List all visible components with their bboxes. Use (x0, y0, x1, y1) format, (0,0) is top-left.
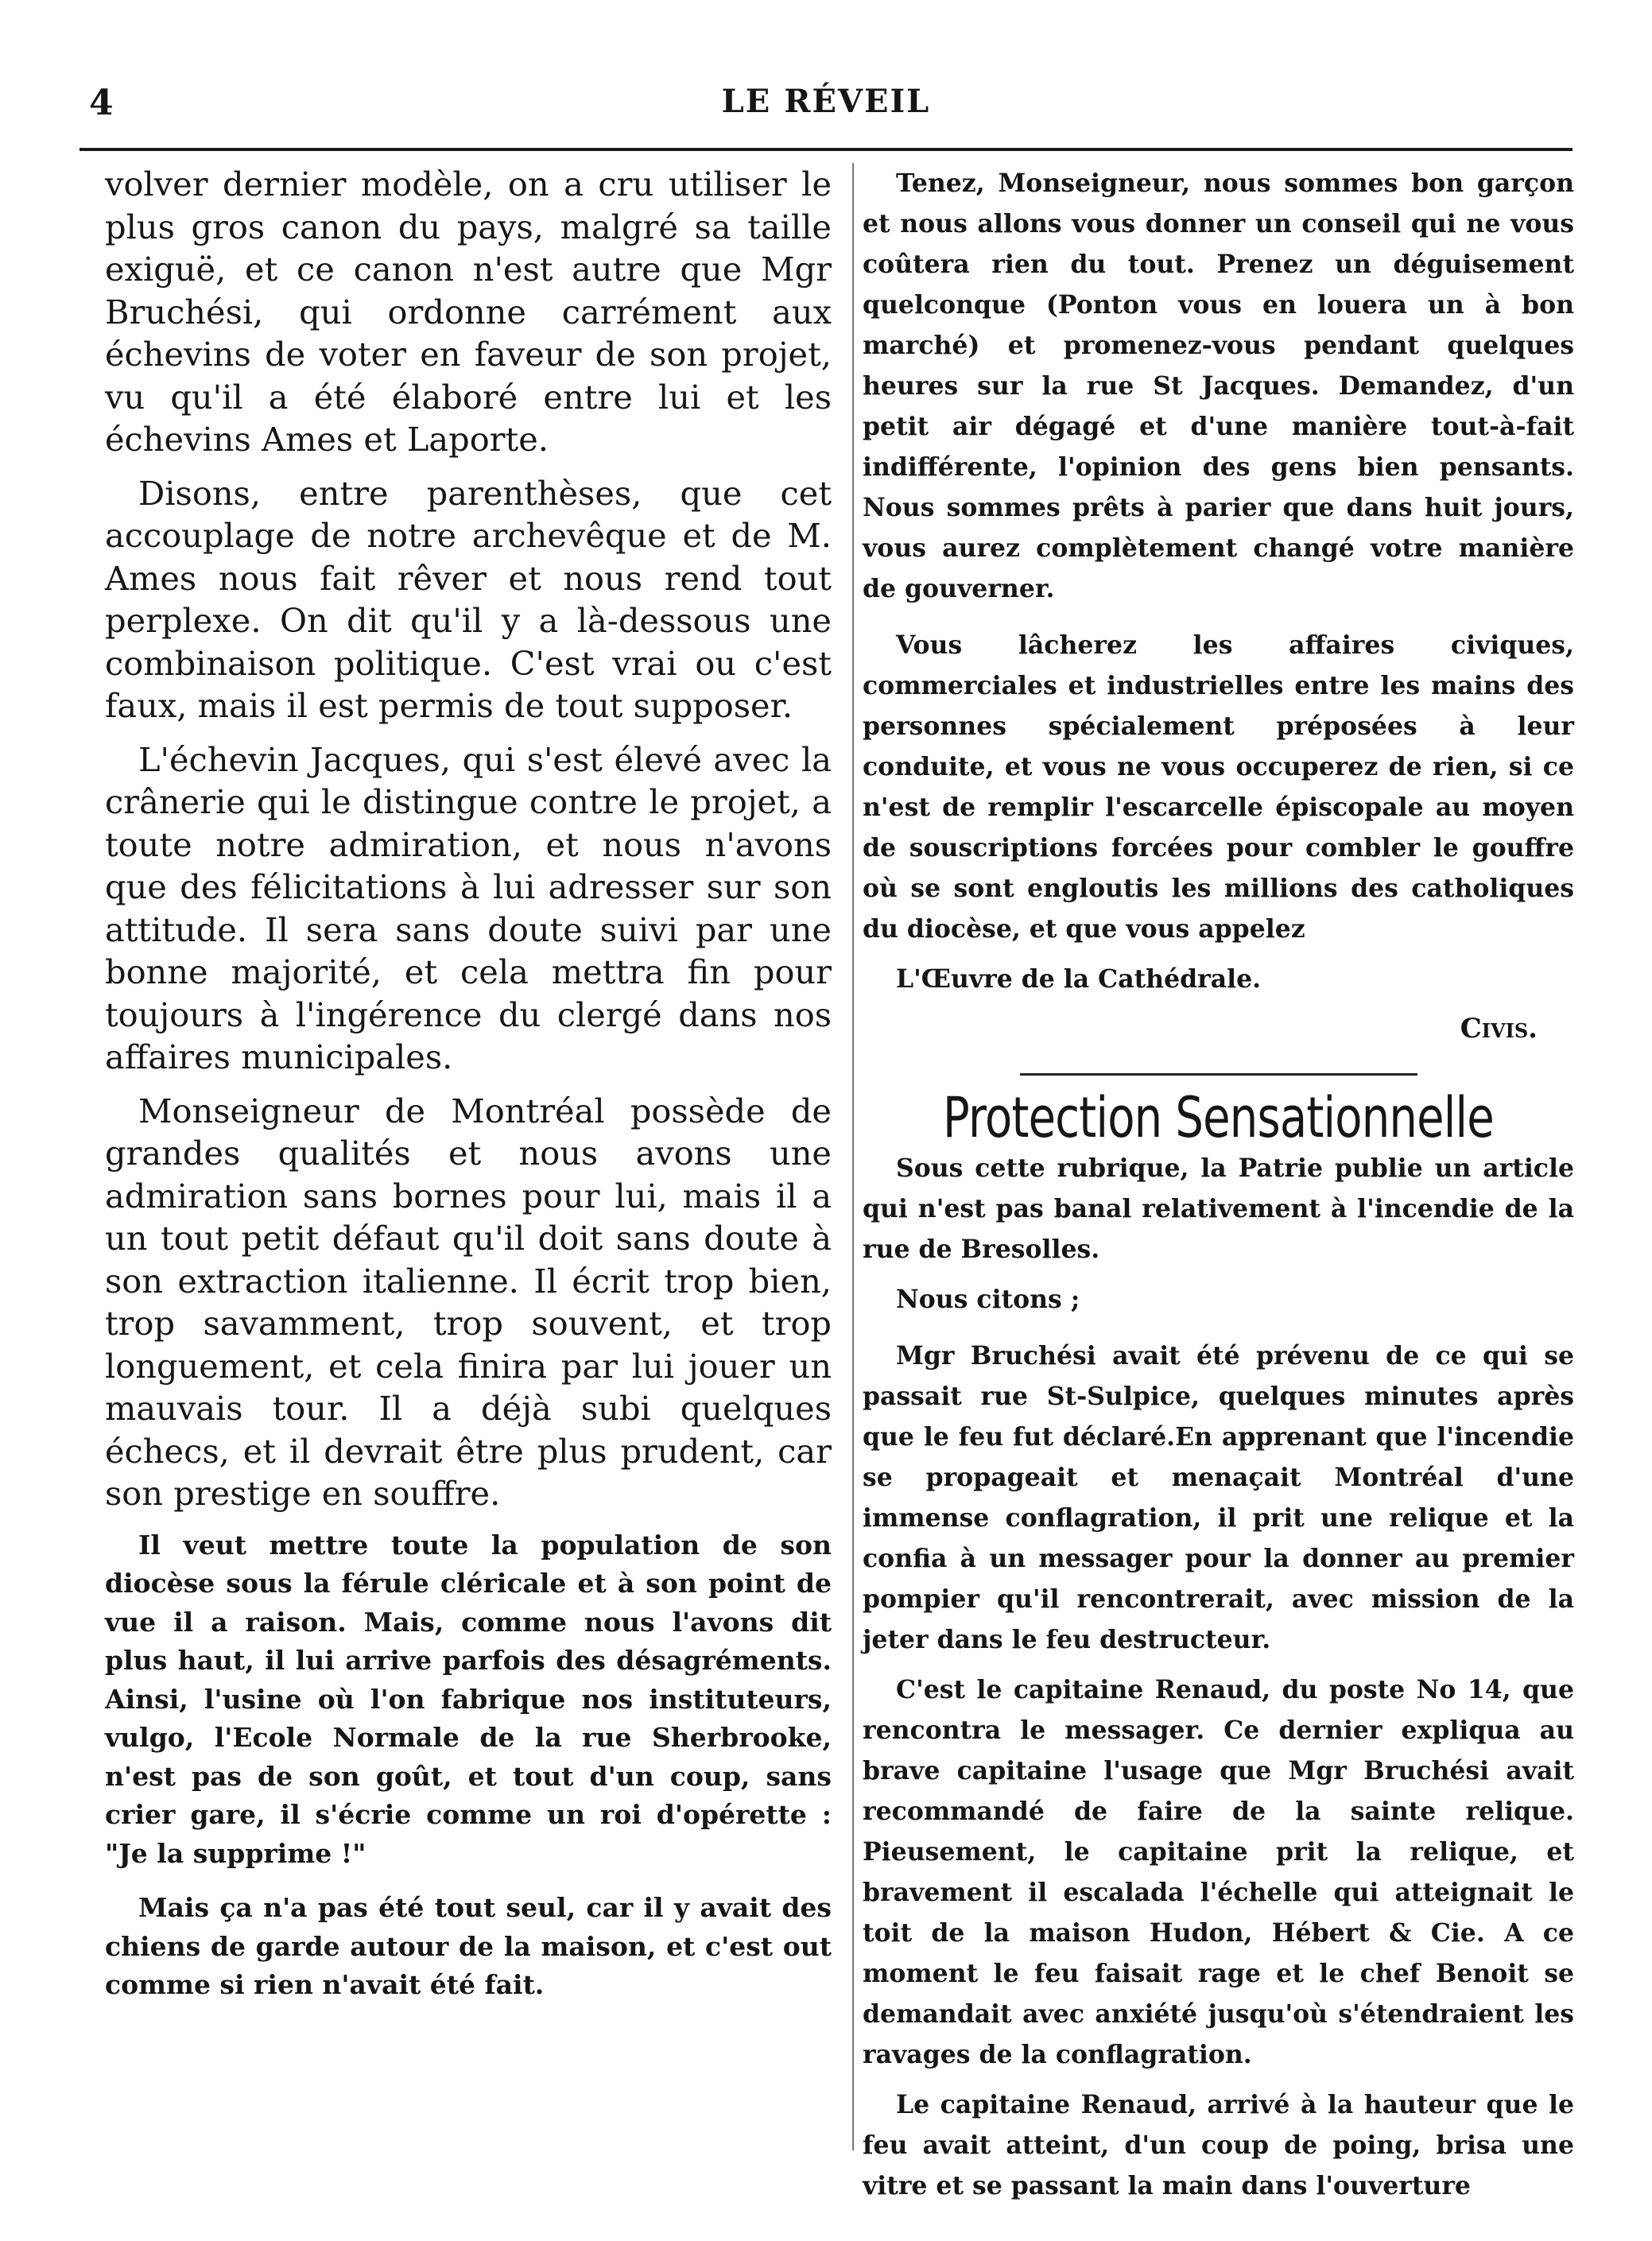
paragraph: Nous citons ; (896, 1285, 1080, 1314)
paragraph: Il veut mettre toute la population de son diocèse sous la férule cléricale et à son point de vue il a raison. Mais, comme nous l'avons dit plus haut, il lui arrive parfois des désagréments. Ainsi, l'usine où l'on fabrique nos instituteurs, vulgo, l'Ecole Normale de la rue Sherbrooke, n'est pas de son goût, et tout d'un coup, sans crier gare, il s'écrie comme un roi d'opérette : "Je la supprime !" (105, 1529, 832, 1869)
paragraph: L'Œuvre de la Cathédrale. (896, 964, 1262, 994)
journal-title: LE RÉVEIL (721, 83, 931, 120)
page-header (79, 83, 1573, 130)
paragraph: Le capitaine Renaud, arrivé à la hauteur que le feu avait atteint, d'un coup de poing, brisa une vitre et se passant la main dans l'ouverture (863, 2090, 1574, 2200)
paragraph: L'échevin Jacques, qui s'est élevé avec la crânerie qui le distingue contre le projet, a toute notre admiration, et nous n'avons que des félicitations à lui adresser sur son attitude. Il sera sans doute suivi par une bonne majorité, et cela mettra fin pour toujours à l'ingérence du clergé dans nos affaires municipales. (105, 739, 832, 1076)
signature: Civis. (1460, 1013, 1538, 1045)
paragraph: Disons, entre parenthèses, que cet accouplage de notre archevêque et de M. Ames nous fait rêver et nous rend tout perplexe. On dit qu'il y a là-dessous une combinaison politique. C'est vrai ou c'est faux, mais il est permis de tout supposer. (105, 473, 832, 725)
paragraph: Sous cette rubrique, la Patrie publie un article qui n'est pas banal relativement à l'incendie de la rue de Bresolles. (863, 1153, 1574, 1264)
paragraph: C'est le capitaine Renaud, du poste No 14, que rencontra le messager. Ce dernier expliqua au brave capitaine l'usage que Mgr Bruchési avait recommandé de faire de la sainte relique. Pieusement, le capitaine prit la relique, et bravement il escalada l'échelle qui atteignait le toit de la maison Hudon, Hébert & Cie. A ce moment le feu faisait rage et le chef Benoit se demandait avec anxiété jusqu'où s'étendraient les ravages de la conflagration. (863, 1675, 1574, 2069)
column-divider (852, 163, 854, 2150)
paragraph: volver dernier modèle, on a cru utiliser le plus gros canon du pays, malgré sa taille exiguë, et ce canon n'est autre que Mgr Bruchési, qui ordonne carrément aux échevins de voter en faveur de son projet, vu qu'il a été élaboré entre lui et les échevins Ames et Laporte. (105, 165, 832, 459)
paragraph: Mais ça n'a pas été tout seul, car il y avait des chiens de garde autour de la maison, et c'est out comme si rien n'avait été fait. (105, 1892, 832, 2000)
page-number: 4 (89, 83, 114, 123)
paragraph: Monseigneur de Montréal possède de grandes qualités et nous avons une admiration sans bornes pour lui, mais il a un tout petit défaut qu'il doit sans doute à son extraction italienne. Il écrit trop bien, trop savamment, trop souvent, et trop longuement, et cela finira par lui jouer un mauvais tour. Il a déjà subi quelques échecs, et il devrait être plus prudent, car son prestige en souffre. (105, 1091, 832, 1513)
paragraph: Tenez, Monseigneur, nous sommes bon garçon et nous allons vous donner un conseil qui ne vous coûtera rien du tout. Prenez un déguisement quelconque (Ponton vous en louera un à bon marché) et promenez-vous pendant quelques heures sur la rue St Jacques. Demandez, d'un petit air dégagé et d'une manière tout-à-fait indifférente, l'opinion des gens bien pensants. Nous sommes prêts à parier que dans huit jours, vous aurez complètement changé votre manière de gouverner. (863, 169, 1574, 603)
header-rule (79, 148, 1573, 151)
article-title: Protection Sensationnelle (943, 1085, 1494, 1150)
left-column (105, 163, 832, 2021)
paragraph: Mgr Bruchési avait été prévenu de ce qui se passait rue St-Sulpice, quelques minutes après que le feu fut déclaré.En apprenant que l'incendie se propageait et menaçait Montréal d'une immense conflagration, il prit une relique et la confia à un messager pour la donner au premier pompier qu'il rencontrerait, avec mission de la jeter dans le feu destructeur. (863, 1341, 1574, 1654)
right-column (863, 163, 1574, 2216)
paragraph: Vous lâcherez les affaires civiques, commerciales et industrielles entre les mains des personnes spécialement préposées à leur conduite, et vous ne vous occuperez de rien, si ce n'est de remplir l'escarcelle épiscopale au moyen de souscriptions forcées pour combler le gouffre où se sont engloutis les millions des catholiques du diocèse, et que vous appelez (863, 630, 1574, 944)
section-rule (1020, 1073, 1417, 1076)
